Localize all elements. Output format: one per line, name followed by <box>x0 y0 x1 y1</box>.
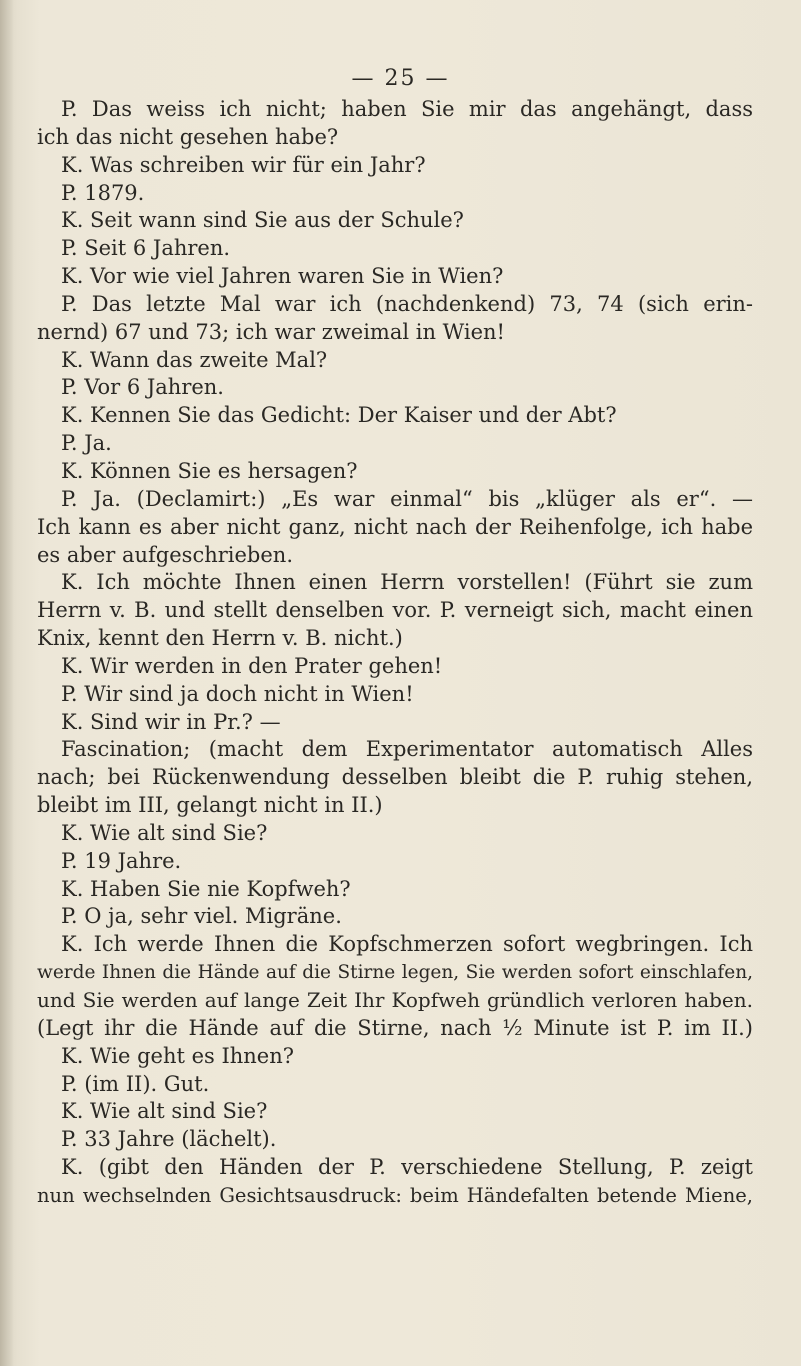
text-line: bleibt im III, gelangt nicht in II.) <box>37 793 383 818</box>
text-line: K. (gibt den Händen der P. verschiedene Stellung, P. zeigt <box>61 1155 753 1180</box>
text-line: K. Was schreiben wir für ein Jahr? <box>61 152 426 177</box>
text-line: nernd) 67 und 73; ich war zweimal in Wien! <box>37 319 505 344</box>
text-line: es aber aufgeschrieben. <box>37 542 293 567</box>
text-line: P. (im II). Gut. <box>61 1071 210 1096</box>
text-line: K. Wie alt sind Sie? <box>61 1099 268 1124</box>
page-number: — 25 — <box>351 66 450 91</box>
text-line: P. 33 Jahre (lächelt). <box>61 1127 277 1152</box>
text-line: P. 1879. <box>61 180 145 205</box>
text-line: K. Ich möchte Ihnen einen Herrn vorstellen! (Führt sie zum <box>61 570 753 595</box>
body-text <box>37 96 753 1210</box>
text-line: K. Sind wir in Pr.? — <box>61 709 281 734</box>
text-line: P. Vor 6 Jahren. <box>61 375 224 400</box>
text-line: K. Wir werden in den Prater gehen! <box>61 653 443 678</box>
text-line: und Sie werden auf lange Zeit Ihr Kopfweh gründlich verloren haben. <box>37 988 753 1012</box>
text-line: P. 19 Jahre. <box>61 848 182 873</box>
text-line: P. Das weiss ich nicht; haben Sie mir das angehängt, dass <box>61 97 753 121</box>
text-line: P. Ja. (Declamirt:) „Es war einmal“ bis „klüger als er“. — <box>61 486 753 511</box>
text-line: Knix, kennt den Herrn v. B. nicht.) <box>37 626 403 651</box>
text-line: K. Wie alt sind Sie? <box>61 820 268 845</box>
text-line: K. Vor wie viel Jahren waren Sie in Wien? <box>61 264 504 289</box>
text-line: nun wechselnden Gesichtsausdruck: beim Händefalten betende Miene, <box>37 1183 753 1207</box>
text-line: K. Können Sie es hersagen? <box>61 458 358 483</box>
text-line: Herrn v. B. und stellt denselben vor. P. verneigt sich, macht einen <box>37 598 753 623</box>
text-line: K. Kennen Sie das Gedicht: Der Kaiser und der Abt? <box>61 403 617 428</box>
text-line: (Legt ihr die Hände auf die Stirne, nach ½ Minute ist P. im II.) <box>37 1015 753 1040</box>
text-line: P. Das letzte Mal war ich (nachdenkend) 73, 74 (sich erin- <box>61 291 753 316</box>
text-line: P. Ja. <box>61 431 112 456</box>
text-line: nach; bei Rückenwendung desselben bleibt die P. ruhig stehen, <box>37 765 753 790</box>
text-line: K. Haben Sie nie Kopfweh? <box>61 876 351 901</box>
text-line: K. Seit wann sind Sie aus der Schule? <box>61 208 464 233</box>
text-line: Ich kann es aber nicht ganz, nicht nach der Reihenfolge, ich habe <box>37 514 753 539</box>
text-line: ich das nicht gesehen habe? <box>37 124 339 149</box>
binding-edge <box>0 0 14 1366</box>
text-line: Fascination; (macht dem Experimentator automatisch Alles <box>61 737 753 762</box>
text-line: K. Wann das zweite Mal? <box>61 347 328 372</box>
text-line: P. Wir sind ja doch nicht in Wien! <box>61 681 414 706</box>
text-line: P. Seit 6 Jahren. <box>61 236 231 261</box>
text-line: P. O ja, sehr viel. Migräne. <box>61 904 342 929</box>
text-line: K. Wie geht es Ihnen? <box>61 1043 295 1068</box>
text-line: K. Ich werde Ihnen die Kopfschmerzen sofort wegbringen. Ich <box>61 932 753 957</box>
text-line: werde Ihnen die Hände auf die Stirne legen, Sie werden sofort einschlafen, <box>37 962 753 984</box>
